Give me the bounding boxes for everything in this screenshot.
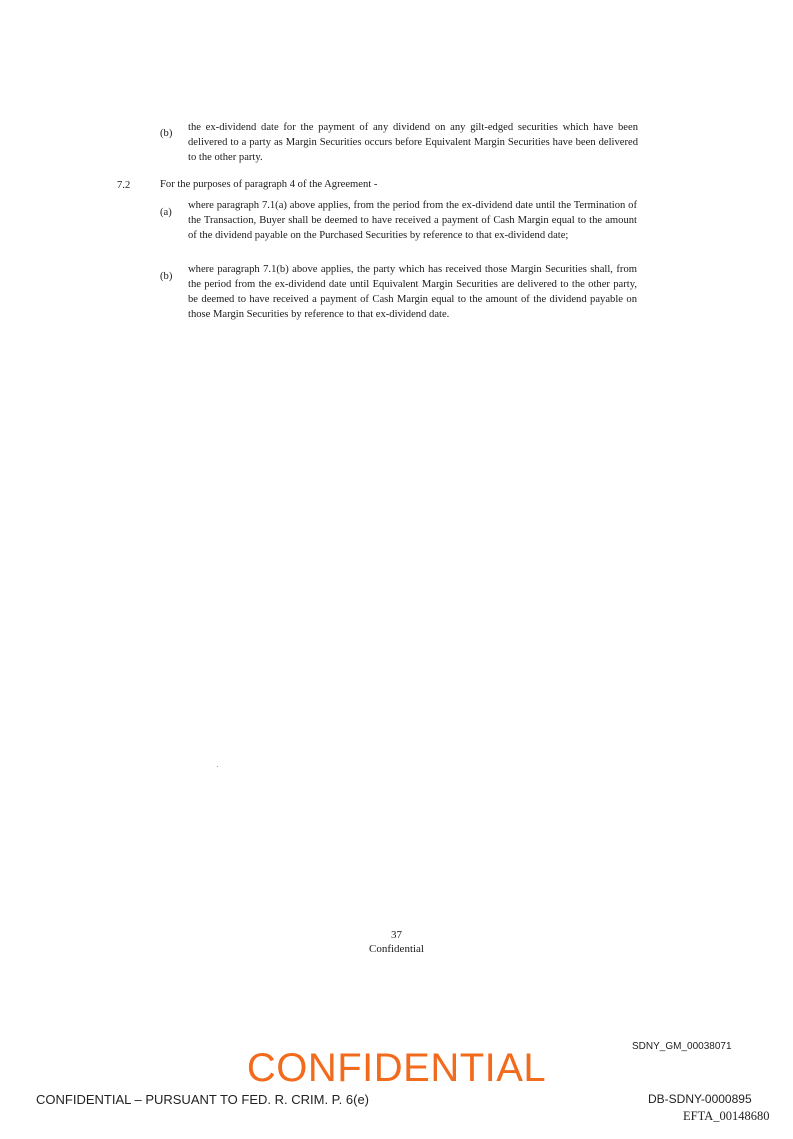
clause-7-1-b-text: the ex-dividend date for the payment of any dividend on any gilt-edged securities which have been delivered to a party as Margin Securities occurs before Equivalent Margin Securities have been delivered to the other party. (188, 122, 638, 163)
confidentiality-legend: CONFIDENTIAL – PURSUANT TO FED. R. CRIM. P. 6(e) (36, 1092, 370, 1107)
scan-speck (217, 766, 218, 767)
section-7-2-number: 7.2 (117, 180, 131, 191)
page-number: 37 (391, 929, 402, 941)
clause-7-2-a-label: (a) (160, 207, 172, 218)
section-7-2-heading: For the purposes of paragraph 4 of the Agreement - (160, 179, 378, 190)
confidential-stamp: CONFIDENTIAL (246, 1046, 547, 1090)
clause-7-2-a-text: where paragraph 7.1(a) above applies, from the period from the ex-dividend date until the Termination of the Transaction, Buyer shall be deemed to have received a payment of Cash Margin equal to the amount of the dividend payable on the Purchased Securities by reference to that ex-dividend date; (188, 200, 637, 241)
confidential-footer: Confidential (369, 943, 424, 955)
bates-number-bottom: DB-SDNY-0000895 (648, 1092, 752, 1106)
clause-7-2-b-text: where paragraph 7.1(b) above applies, the party which has received those Margin Securities shall, from the period from the ex-dividend date until Equivalent Margin Securities are delivered to the other party, be deemed to have received a payment of Cash Margin equal to the amount of the dividend payable on those Margin Securities by reference to that ex-dividend date. (188, 264, 637, 320)
clause-7-2-b-label: (b) (160, 271, 173, 282)
clause-7-1-b-label: (b) (160, 128, 173, 139)
bates-number-top: SDNY_GM_00038071 (632, 1041, 732, 1052)
efta-number: EFTA_00148680 (683, 1109, 770, 1123)
